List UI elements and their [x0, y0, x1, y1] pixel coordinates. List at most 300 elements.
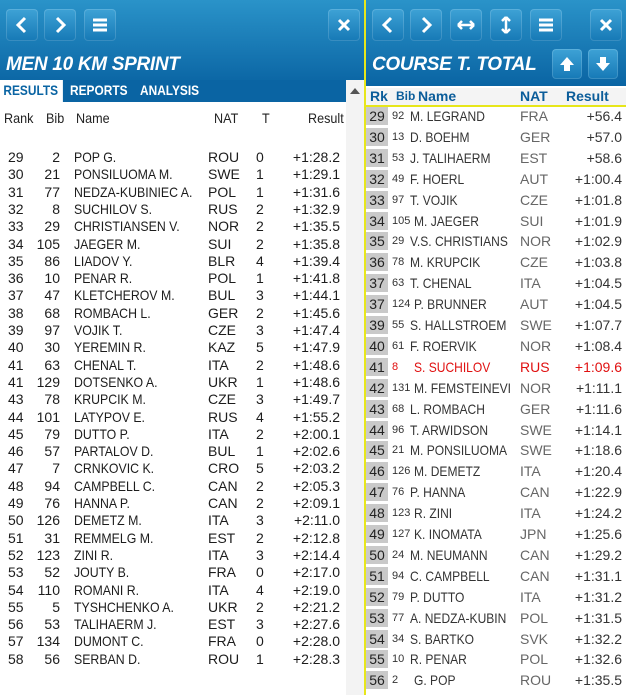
result-cell: +1:14.1 — [574, 421, 622, 438]
table-row[interactable] — [366, 211, 626, 231]
rank-cell: 29 — [366, 107, 388, 125]
col-bib[interactable]: Bib — [46, 110, 65, 126]
rank-cell: 46 — [366, 462, 388, 480]
nat-cell: BUL — [208, 287, 236, 304]
table-row[interactable] — [0, 616, 346, 633]
bib-cell: 77 — [392, 611, 405, 624]
result-cell: +1:11.1 — [575, 379, 622, 396]
bib-cell: 13 — [392, 130, 405, 143]
results-header — [0, 0, 364, 86]
bib-cell: 8 — [52, 200, 60, 217]
table-row[interactable] — [366, 482, 626, 502]
table-row[interactable] — [366, 420, 626, 440]
rank-cell: 33 — [8, 218, 24, 235]
bib-cell: 134 — [36, 633, 60, 650]
table-row[interactable] — [0, 443, 346, 460]
nat-cell: GER — [520, 128, 551, 145]
table-row[interactable] — [366, 294, 626, 314]
result-cell: +1:09.6 — [574, 358, 622, 375]
nat-cell: CAN — [520, 484, 550, 501]
name-cell: K. INOMATA — [414, 526, 482, 542]
table-row[interactable] — [0, 391, 346, 408]
name-cell: SERBAN D. — [74, 650, 141, 667]
bib-cell: 55 — [392, 319, 405, 331]
name-cell: V.S. CHRISTIANS — [410, 233, 508, 250]
rank-cell: 55 — [8, 598, 24, 615]
scroll-up-icon[interactable] — [350, 88, 360, 94]
name-cell: P. DUTTO — [410, 588, 465, 605]
col-rk[interactable]: Rk — [370, 88, 388, 104]
bib-cell: 97 — [44, 322, 60, 338]
result-cell: +1:24.2 — [574, 505, 622, 522]
close-icon[interactable] — [590, 9, 622, 41]
bib-cell: 105 — [36, 235, 60, 252]
table-row[interactable] — [0, 633, 346, 650]
rank-cell: 41 — [366, 358, 388, 376]
result-cell: +2:27.6 — [292, 616, 340, 633]
rank-cell: 35 — [8, 252, 24, 269]
bib-cell: 61 — [392, 339, 405, 352]
result-cell: +1:08.4 — [574, 337, 622, 354]
name-cell: G. POP — [414, 672, 456, 689]
bib-cell: 78 — [392, 256, 405, 269]
close-icon[interactable] — [328, 9, 360, 41]
bib-cell: 2 — [52, 149, 60, 165]
bib-cell: 96 — [392, 423, 405, 436]
scrollbar[interactable] — [346, 80, 364, 695]
rank-cell: 54 — [8, 581, 24, 598]
result-cell: +58.6 — [586, 149, 622, 166]
menu-icon[interactable] — [530, 9, 562, 41]
bib-cell: 110 — [37, 581, 60, 598]
table-row[interactable] — [366, 524, 626, 544]
nat-cell: JPN — [520, 526, 547, 542]
rank-cell: 39 — [366, 316, 388, 334]
target-misses-cell: 1 — [256, 183, 264, 200]
nat-cell: POL — [208, 270, 237, 287]
result-cell: +1:31.6 — [292, 183, 340, 200]
rank-cell: 29 — [8, 149, 24, 165]
name-cell: CAMPBELL C. — [74, 477, 156, 494]
name-cell: M. DEMETZ — [414, 463, 481, 480]
col-rank[interactable]: Rank — [4, 110, 34, 126]
table-row[interactable] — [366, 545, 626, 565]
arrow-down-icon[interactable] — [588, 49, 618, 79]
table-row[interactable] — [366, 608, 626, 628]
rank-cell: 40 — [366, 337, 388, 355]
table-row[interactable] — [0, 478, 346, 495]
table-row[interactable] — [0, 270, 346, 287]
target-misses-cell: 0 — [256, 564, 264, 581]
table-row[interactable] — [0, 357, 346, 374]
nat-cell: CZE — [520, 254, 548, 271]
result-cell: +2:02.6 — [292, 443, 340, 460]
rank-cell: 51 — [8, 529, 24, 546]
nat-cell: NOR — [208, 218, 240, 235]
name-cell: DEMETZ M. — [74, 512, 142, 529]
result-cell: +1:02.9 — [574, 233, 622, 250]
table-row[interactable] — [366, 461, 626, 481]
name-cell: M. LEGRAND — [410, 108, 485, 124]
table-row[interactable] — [0, 599, 346, 616]
rank-cell: 36 — [366, 253, 388, 271]
name-cell: HANNA P. — [74, 495, 130, 511]
name-cell: M. JAEGER — [414, 212, 479, 229]
target-misses-cell: 3 — [256, 391, 264, 408]
result-cell: +1:47.4 — [292, 322, 340, 338]
name-cell: YEREMIN R. — [74, 339, 146, 356]
nat-cell: NOR — [520, 233, 552, 250]
result-cell: +1:45.6 — [292, 304, 340, 321]
expand-vertical-icon[interactable] — [490, 9, 522, 41]
result-cell: +1:31.1 — [574, 567, 622, 584]
rank-cell: 32 — [8, 200, 24, 217]
bib-cell: 92 — [392, 110, 405, 122]
result-cell: +56.4 — [586, 108, 622, 124]
result-cell: +1:29.1 — [292, 166, 340, 183]
table-row[interactable] — [0, 166, 346, 183]
rank-cell: 34 — [366, 212, 388, 230]
rank-cell: 45 — [366, 441, 388, 459]
name-cell: TYSHCHENKO A. — [74, 598, 174, 615]
nat-cell: AUT — [520, 170, 548, 187]
panel-title: COURSE T. TOTAL — [372, 54, 537, 75]
table-row[interactable] — [0, 460, 346, 477]
nat-cell: GER — [208, 304, 239, 321]
rank-cell: 56 — [366, 671, 388, 689]
col-name[interactable]: Name — [418, 88, 457, 104]
rank-cell: 30 — [366, 128, 388, 146]
table-row[interactable] — [0, 530, 346, 547]
bib-cell: 97 — [392, 193, 405, 206]
target-misses-cell: 3 — [256, 546, 264, 563]
table-row[interactable] — [366, 190, 626, 210]
bib-cell: 68 — [44, 304, 60, 321]
table-row[interactable] — [0, 426, 346, 443]
table-row[interactable] — [0, 218, 346, 235]
name-cell: P. BRUNNER — [414, 296, 487, 313]
nat-cell: EST — [208, 529, 236, 546]
name-cell: SUCHILOV S. — [74, 200, 153, 217]
name-cell: VOJIK T. — [74, 322, 123, 338]
table-row[interactable] — [366, 336, 626, 356]
name-cell: KLETCHEROV M. — [74, 287, 175, 304]
bib-cell: 126 — [392, 465, 411, 478]
nat-cell: KAZ — [208, 339, 236, 356]
result-cell: +1:03.8 — [574, 254, 622, 271]
table-row[interactable] — [366, 148, 626, 168]
rank-cell: 37 — [8, 287, 24, 304]
result-cell: +1:32.6 — [574, 651, 622, 668]
name-cell: C. CAMPBELL — [410, 567, 490, 584]
rank-cell: 51 — [366, 567, 388, 585]
result-cell: +1:28.2 — [292, 149, 340, 165]
rank-cell: 52 — [8, 546, 24, 563]
course-time-table — [366, 106, 626, 695]
result-cell: +1:00.4 — [574, 170, 622, 187]
bib-cell: 129 — [36, 373, 60, 390]
rank-cell: 49 — [8, 495, 24, 511]
nat-cell: POL — [520, 609, 549, 626]
target-misses-cell: 3 — [256, 512, 264, 529]
target-misses-cell: 1 — [256, 373, 264, 390]
nat-cell: ITA — [208, 356, 229, 373]
table-row[interactable] — [366, 503, 626, 523]
result-cell: +1:35.5 — [292, 218, 340, 235]
col-bib[interactable]: Bib — [396, 89, 416, 103]
nat-cell: CZE — [520, 191, 548, 208]
col-t[interactable]: T — [262, 110, 270, 126]
bib-cell: 68 — [392, 402, 405, 415]
table-row[interactable] — [366, 127, 626, 147]
table-row-highlighted[interactable] — [366, 357, 626, 377]
name-cell: LIADOV Y. — [74, 252, 133, 269]
bib-cell: 79 — [44, 425, 60, 442]
bib-cell: 86 — [44, 252, 60, 269]
nat-cell: ITA — [520, 505, 541, 522]
rank-cell: 31 — [8, 183, 24, 200]
name-cell: R. PENAR — [410, 651, 467, 668]
bib-cell: 105 — [392, 214, 411, 227]
table-row[interactable] — [366, 106, 626, 126]
bib-cell: 63 — [392, 277, 405, 290]
bib-cell: 53 — [392, 151, 405, 164]
name-cell: REMMELG M. — [74, 529, 154, 546]
result-cell: +1:39.4 — [292, 252, 340, 269]
rank-cell: 38 — [8, 304, 24, 321]
target-misses-cell: 0 — [256, 149, 264, 165]
table-row[interactable] — [366, 231, 626, 251]
table-row[interactable] — [0, 201, 346, 218]
table-row[interactable] — [0, 253, 346, 270]
name-cell: J. TALIHAERM — [410, 149, 491, 166]
rank-cell: 55 — [366, 650, 388, 668]
result-cell: +1:48.6 — [292, 373, 340, 390]
bib-cell: 123 — [36, 546, 60, 563]
table-row[interactable] — [0, 339, 346, 356]
name-cell: NEDZA-KUBINIEC A. — [74, 183, 193, 200]
chevron-left-icon[interactable] — [6, 9, 38, 41]
table-row[interactable] — [366, 566, 626, 586]
name-cell: M. KRUPCIK — [410, 254, 481, 271]
target-misses-cell: 2 — [256, 200, 264, 217]
table-row[interactable] — [366, 378, 626, 398]
result-cell: +1:44.1 — [292, 287, 340, 304]
table-row[interactable] — [366, 440, 626, 460]
result-cell: +2:28.3 — [292, 650, 340, 667]
bib-cell: 10 — [44, 270, 60, 287]
result-cell: +1:11.6 — [575, 400, 622, 417]
rank-cell: 44 — [366, 421, 388, 439]
table-row[interactable] — [0, 149, 346, 166]
panel-title: MEN 10 KM SPRINT — [6, 54, 180, 75]
table-row[interactable] — [366, 670, 626, 690]
nat-cell: SUI — [208, 235, 232, 252]
name-cell: D. BOEHM — [410, 128, 470, 145]
bib-cell: 5 — [52, 598, 60, 615]
nat-cell: CAN — [520, 546, 550, 563]
rank-cell: 47 — [366, 483, 388, 501]
table-row[interactable] — [366, 273, 626, 293]
result-cell: +1:04.5 — [574, 275, 622, 292]
name-cell: DUTTO P. — [74, 425, 130, 442]
result-cell: +2:00.1 — [292, 425, 340, 442]
results-table — [0, 130, 346, 695]
col-result[interactable]: Result — [566, 88, 609, 104]
bib-cell: 24 — [392, 548, 405, 561]
nat-cell: CRO — [208, 460, 240, 477]
nat-cell: ROU — [208, 650, 240, 667]
rank-cell: 41 — [8, 373, 24, 390]
table-row[interactable] — [0, 512, 346, 529]
result-cell: +1:07.7 — [574, 317, 622, 333]
bib-cell: 77 — [44, 183, 60, 200]
bib-cell: 76 — [392, 486, 405, 499]
result-cell: +2:09.1 — [292, 495, 340, 511]
bib-cell: 127 — [392, 528, 411, 540]
nat-cell: SWE — [520, 317, 552, 333]
table-row[interactable] — [0, 409, 346, 426]
result-cell: +1:32.9 — [292, 200, 340, 217]
bib-cell: 124 — [392, 298, 411, 311]
table-row[interactable] — [0, 322, 346, 339]
rank-cell: 45 — [8, 425, 24, 442]
result-cell: +1:18.6 — [574, 442, 622, 459]
table-row[interactable] — [0, 236, 346, 253]
chevron-right-icon[interactable] — [410, 9, 442, 41]
bib-cell: 29 — [44, 218, 60, 235]
result-cell: +2:28.0 — [292, 633, 340, 650]
table-row[interactable] — [366, 399, 626, 419]
rank-cell: 32 — [366, 170, 388, 188]
col-nat[interactable]: NAT — [214, 110, 239, 126]
nat-cell: CZE — [208, 322, 236, 338]
rank-cell: 48 — [366, 504, 388, 522]
table-row[interactable] — [0, 547, 346, 564]
table-row[interactable] — [0, 374, 346, 391]
result-cell: +1:55.2 — [292, 408, 340, 425]
result-cell: +1:29.2 — [574, 546, 622, 563]
target-misses-cell: 2 — [256, 304, 264, 321]
rank-cell: 58 — [8, 650, 24, 667]
rank-cell: 47 — [8, 460, 24, 477]
nat-cell: FRA — [520, 108, 548, 124]
name-cell: PENAR R. — [74, 270, 133, 287]
tab-results[interactable]: RESULTS — [0, 80, 63, 102]
nat-cell: UKR — [208, 373, 238, 390]
name-cell: PONSILUOMA M. — [74, 166, 173, 183]
nat-cell: ITA — [208, 425, 229, 442]
rank-cell: 46 — [8, 443, 24, 460]
table-row[interactable] — [0, 582, 346, 599]
tab-analysis[interactable]: ANALYSIS — [140, 82, 200, 98]
table-row[interactable] — [366, 315, 626, 335]
bib-cell: 49 — [392, 172, 405, 185]
table-row[interactable] — [366, 587, 626, 607]
nat-cell: POL — [520, 651, 549, 668]
target-misses-cell: 2 — [256, 356, 264, 373]
rank-cell: 36 — [8, 270, 24, 287]
result-cell: +1:01.8 — [574, 191, 622, 208]
expand-horizontal-icon[interactable] — [450, 9, 482, 41]
result-cell: +1:20.4 — [574, 463, 622, 480]
name-cell: M. FEMSTEINEVI — [414, 379, 512, 396]
col-nat[interactable]: NAT — [520, 88, 548, 104]
table-row[interactable] — [0, 287, 346, 304]
bib-cell: 126 — [36, 512, 60, 529]
name-cell: ZINI R. — [74, 546, 114, 563]
target-misses-cell: 2 — [256, 235, 264, 252]
nat-cell: ROU — [208, 149, 240, 165]
rank-cell: 56 — [8, 616, 24, 633]
bib-cell: 8 — [392, 360, 399, 373]
name-cell: POP G. — [74, 149, 117, 165]
rank-cell: 33 — [366, 191, 388, 209]
arrow-up-icon[interactable] — [552, 49, 582, 79]
table-row[interactable] — [0, 305, 346, 322]
bib-cell: 76 — [44, 495, 60, 511]
col-result[interactable]: Result — [308, 110, 344, 126]
table-row[interactable] — [366, 252, 626, 272]
rank-cell: 35 — [366, 232, 388, 250]
bib-cell: 53 — [44, 616, 60, 633]
nat-cell: SWE — [520, 421, 552, 438]
result-cell: +2:17.0 — [292, 564, 340, 581]
target-misses-cell: 1 — [256, 650, 264, 667]
rank-cell: 54 — [366, 630, 388, 648]
menu-icon[interactable] — [84, 9, 116, 41]
result-cell: +1:25.6 — [574, 526, 622, 542]
col-name[interactable]: Name — [76, 110, 110, 126]
rank-cell: 30 — [8, 166, 24, 183]
table-row[interactable] — [366, 169, 626, 189]
table-row[interactable] — [0, 651, 346, 668]
table-row[interactable] — [366, 629, 626, 649]
chevron-left-icon[interactable] — [372, 9, 404, 41]
nat-cell: ROU — [520, 672, 552, 689]
target-misses-cell: 1 — [256, 443, 264, 460]
target-misses-cell: 4 — [256, 581, 264, 598]
result-cell: +1:01.9 — [574, 212, 622, 229]
table-row[interactable] — [0, 184, 346, 201]
nat-cell: SVK — [520, 630, 549, 647]
rank-cell: 43 — [366, 400, 388, 418]
table-row[interactable] — [0, 495, 346, 512]
name-cell: JAEGER M. — [74, 235, 141, 252]
table-row[interactable] — [0, 564, 346, 581]
table-row[interactable] — [366, 649, 626, 669]
target-misses-cell: 4 — [256, 408, 264, 425]
nat-cell: POL — [208, 183, 237, 200]
tab-bar — [0, 80, 346, 102]
result-cell: +1:35.5 — [574, 672, 622, 689]
bib-cell: 34 — [392, 632, 405, 645]
chevron-right-icon[interactable] — [44, 9, 76, 41]
target-misses-cell: 4 — [256, 252, 264, 269]
nat-cell: AUT — [520, 296, 548, 313]
nat-cell: SWE — [208, 166, 240, 183]
nat-cell: CAN — [520, 567, 550, 584]
target-misses-cell: 2 — [256, 598, 264, 615]
course-time-header — [366, 0, 626, 86]
rank-cell: 39 — [8, 322, 24, 338]
tab-reports[interactable]: REPORTS — [70, 82, 128, 98]
target-misses-cell: 3 — [256, 616, 264, 633]
nat-cell: ITA — [520, 275, 541, 292]
bib-cell: 2 — [392, 674, 399, 687]
nat-cell: FRA — [208, 564, 236, 581]
rank-cell: 43 — [8, 391, 24, 408]
